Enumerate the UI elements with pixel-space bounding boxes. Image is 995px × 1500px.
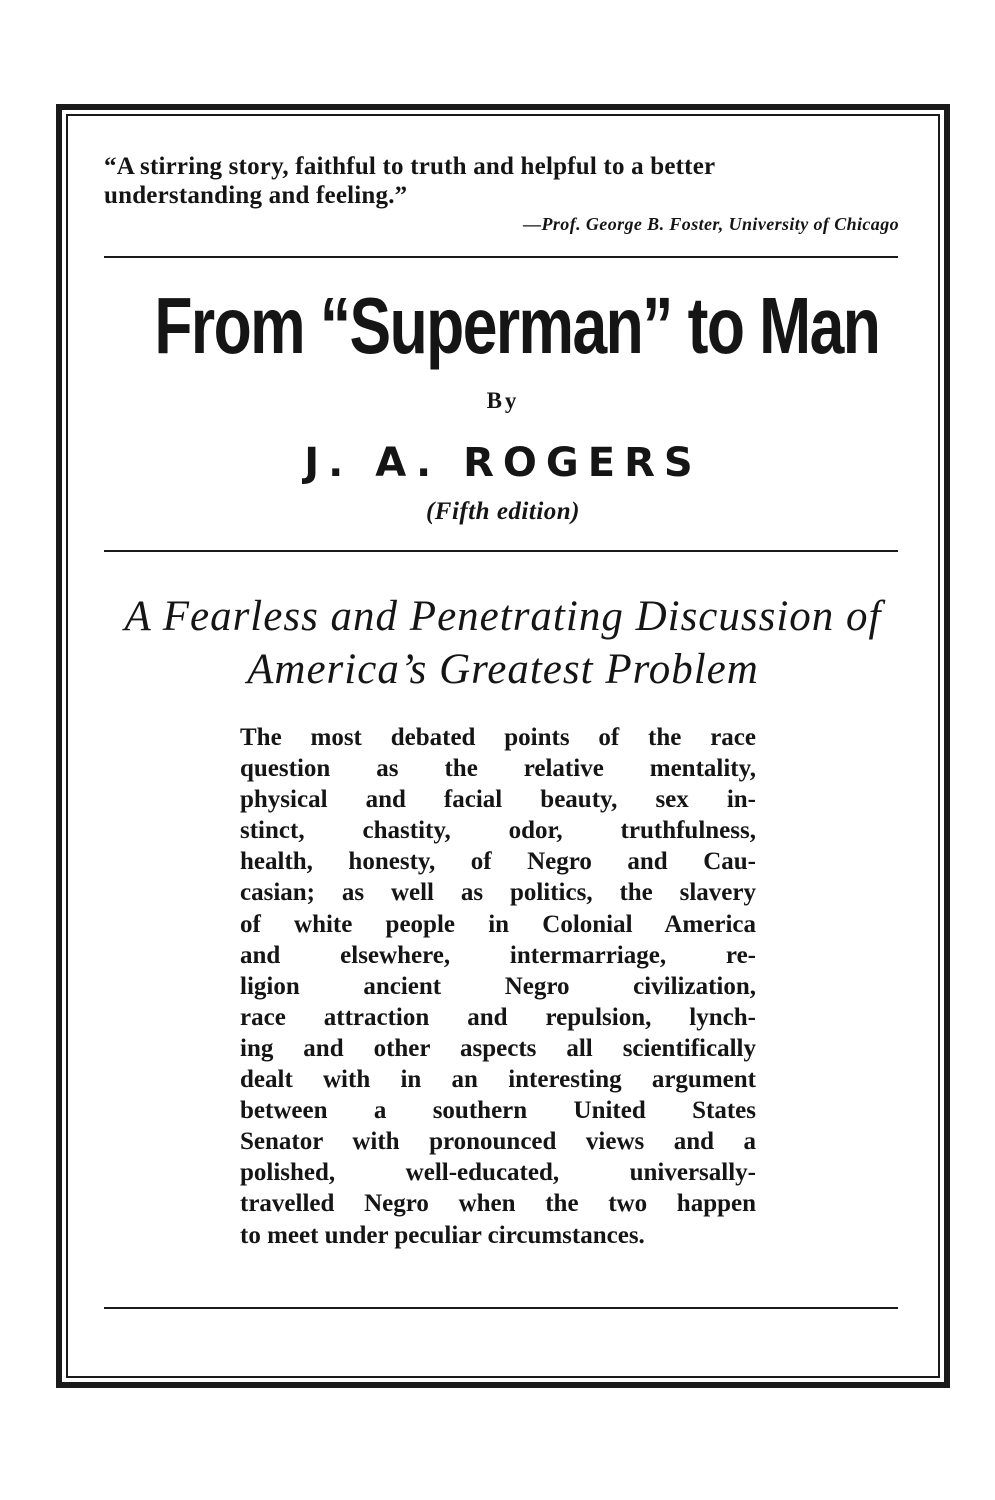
description-line: and elsewhere, intermarriage, re-: [240, 941, 756, 969]
divider-middle: [104, 550, 898, 552]
author-name: J. A. ROGERS: [304, 440, 702, 486]
book-title: From “Superman” to Man: [154, 281, 880, 370]
description-line: race attraction and repulsion, lynch-: [240, 1003, 756, 1031]
description-line: of white people in Colonial America: [240, 910, 756, 938]
description-line: between a southern United States: [240, 1097, 756, 1125]
subtitle: [56, 590, 950, 696]
description-line: to meet under peculiar circumstances.: [240, 1221, 645, 1249]
quote-line-1: “A stirring story, faithful to truth and helpful to a better: [104, 153, 716, 180]
description-line: The most debated points of the race: [240, 724, 756, 751]
description-line: Senator with pronounced views and a: [240, 1128, 756, 1156]
description-line: ligion ancient Negro civilization,: [240, 972, 756, 1000]
description-line: ing and other aspects all scientifically: [240, 1034, 756, 1062]
subtitle-line-1: A Fearless and Penetrating Discussion of: [124, 593, 882, 640]
description-line: physical and facial beauty, sex in-: [240, 786, 756, 814]
quote-line-2: understanding and feeling.”: [104, 182, 408, 209]
description-line: polished, well-educated, universally-: [240, 1159, 756, 1187]
quote-attribution: —Prof. George B. Foster, University of Chicago: [523, 214, 899, 234]
description-line: casian; as well as politics, the slavery: [240, 879, 756, 907]
description-line: stinct, chastity, odor, truthfulness,: [240, 817, 756, 845]
divider-bottom: [104, 1307, 898, 1309]
edition-label: (Fifth edition): [425, 498, 581, 525]
divider-top: [104, 256, 898, 258]
subtitle-line-2: America’s Greatest Problem: [247, 646, 759, 693]
description-line: question as the relative mentality,: [240, 755, 756, 783]
description-paragraph: [240, 722, 756, 1251]
endorsement-quote: [104, 152, 904, 210]
description-line: dealt with in an interesting argument: [240, 1066, 756, 1094]
byline: By: [486, 388, 520, 413]
description-line: health, honesty, of Negro and Cau-: [240, 848, 756, 876]
description-line: travelled Negro when the two happen: [240, 1190, 756, 1218]
